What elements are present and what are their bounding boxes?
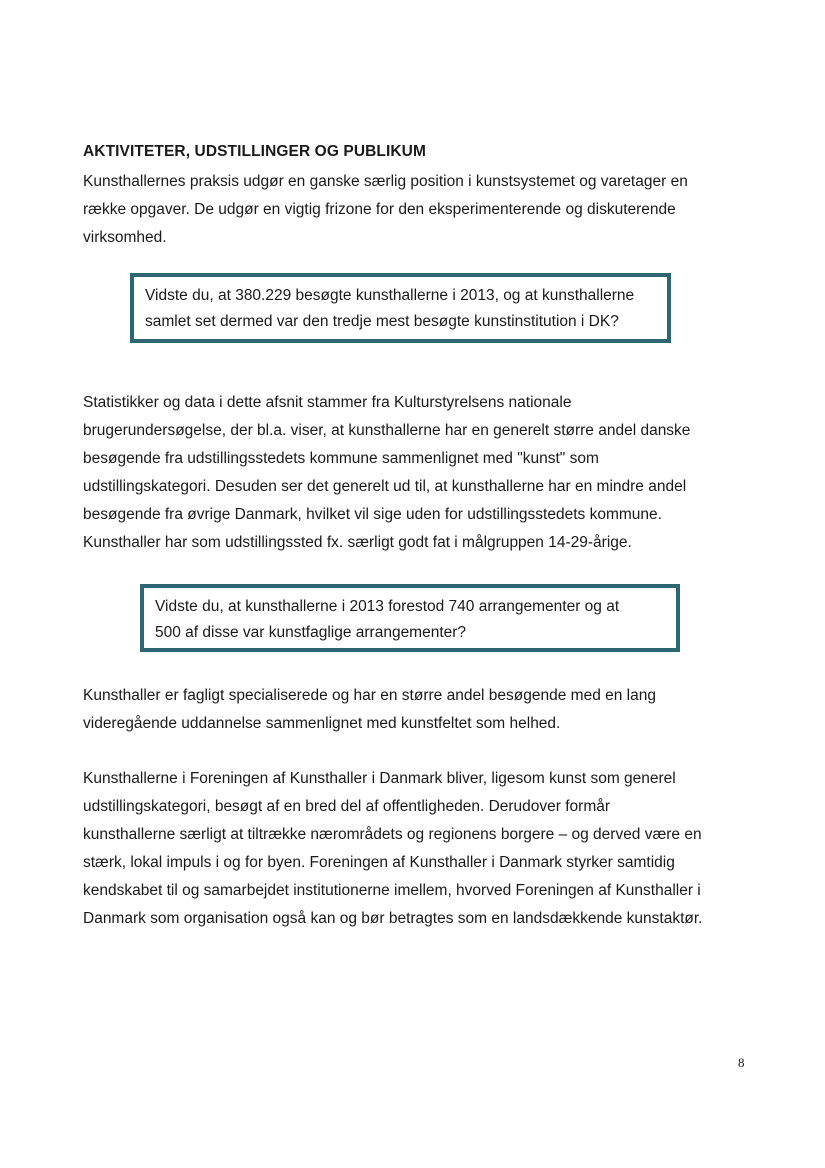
closing-paragraph [83,765,702,933]
text-line: stærk, lokal impuls i og for byen. Foreningen af Kunsthaller i Danmark styrker samtidig [83,854,675,871]
page-number: 8 [738,1055,745,1070]
did-you-know-box-visitors [130,273,671,343]
did-you-know-box-events [140,584,680,652]
text-line: kunsthallerne særligt at tiltrække nærområdets og regionens borgere – og derved være en [83,826,702,843]
text-line: Kunsthallerne i Foreningen af Kunsthaller i Danmark bliver, ligesom kunst som generel [83,770,676,787]
text-line: Kunsthallernes praksis udgør en ganske særlig position i kunstsystemet og varetager en [83,173,688,190]
text-line: Kunsthaller er fagligt specialiserede og har en større andel besøgende med en lang [83,687,656,704]
statistics-paragraph [83,389,690,557]
callout-line: 500 af disse var kunstfaglige arrangementer? [155,624,467,641]
text-line: Kunsthaller har som udstillingssted fx. særligt godt fat i målgruppen 14-29-årige. [83,534,632,551]
intro-paragraph [83,168,688,252]
text-line: besøgende fra øvrige Danmark, hvilket vil sige uden for udstillingsstedets kommune. [83,506,662,523]
callout-line: Vidste du, at 380.229 besøgte kunsthallerne i 2013, og at kunsthallerne [145,287,635,304]
text-line: Statistikker og data i dette afsnit stammer fra Kulturstyrelsens nationale [83,394,572,411]
text-line: udstillingskategori. Desuden ser det generelt ud til, at kunsthallerne har en mindre andel [83,478,687,495]
text-line: virksomhed. [83,229,167,246]
text-line: udstillingskategori, besøgt af en bred del af offentligheden. Derudover formår [83,798,611,815]
callout-line: samlet set dermed var den tredje mest besøgte kunstinstitution i DK? [145,313,619,330]
text-line: række opgaver. De udgør en vigtig frizone for den eksperimenterende og diskuterende [83,201,676,218]
text-line: brugerundersøgelse, der bl.a. viser, at kunsthallerne har en generelt større andel danske [83,422,691,439]
text-line: Danmark som organisation også kan og bør betragtes som en landsdækkende kunstaktør. [83,910,703,927]
text-line: videregående uddannelse sammenlignet med kunstfeltet som helhed. [83,715,561,732]
text-line: kendskabet til og samarbejdet institutionerne imellem, hvorved Foreningen af Kunsthaller i [83,882,701,899]
education-paragraph [83,682,656,738]
section-heading: AKTIVITETER, UDSTILLINGER OG PUBLIKUM [83,143,426,160]
text-line: besøgende fra udstillingsstedets kommune sammenlignet med "kunst" som [83,450,599,467]
callout-line: Vidste du, at kunsthallerne i 2013 forestod 740 arrangementer og at [155,598,620,615]
